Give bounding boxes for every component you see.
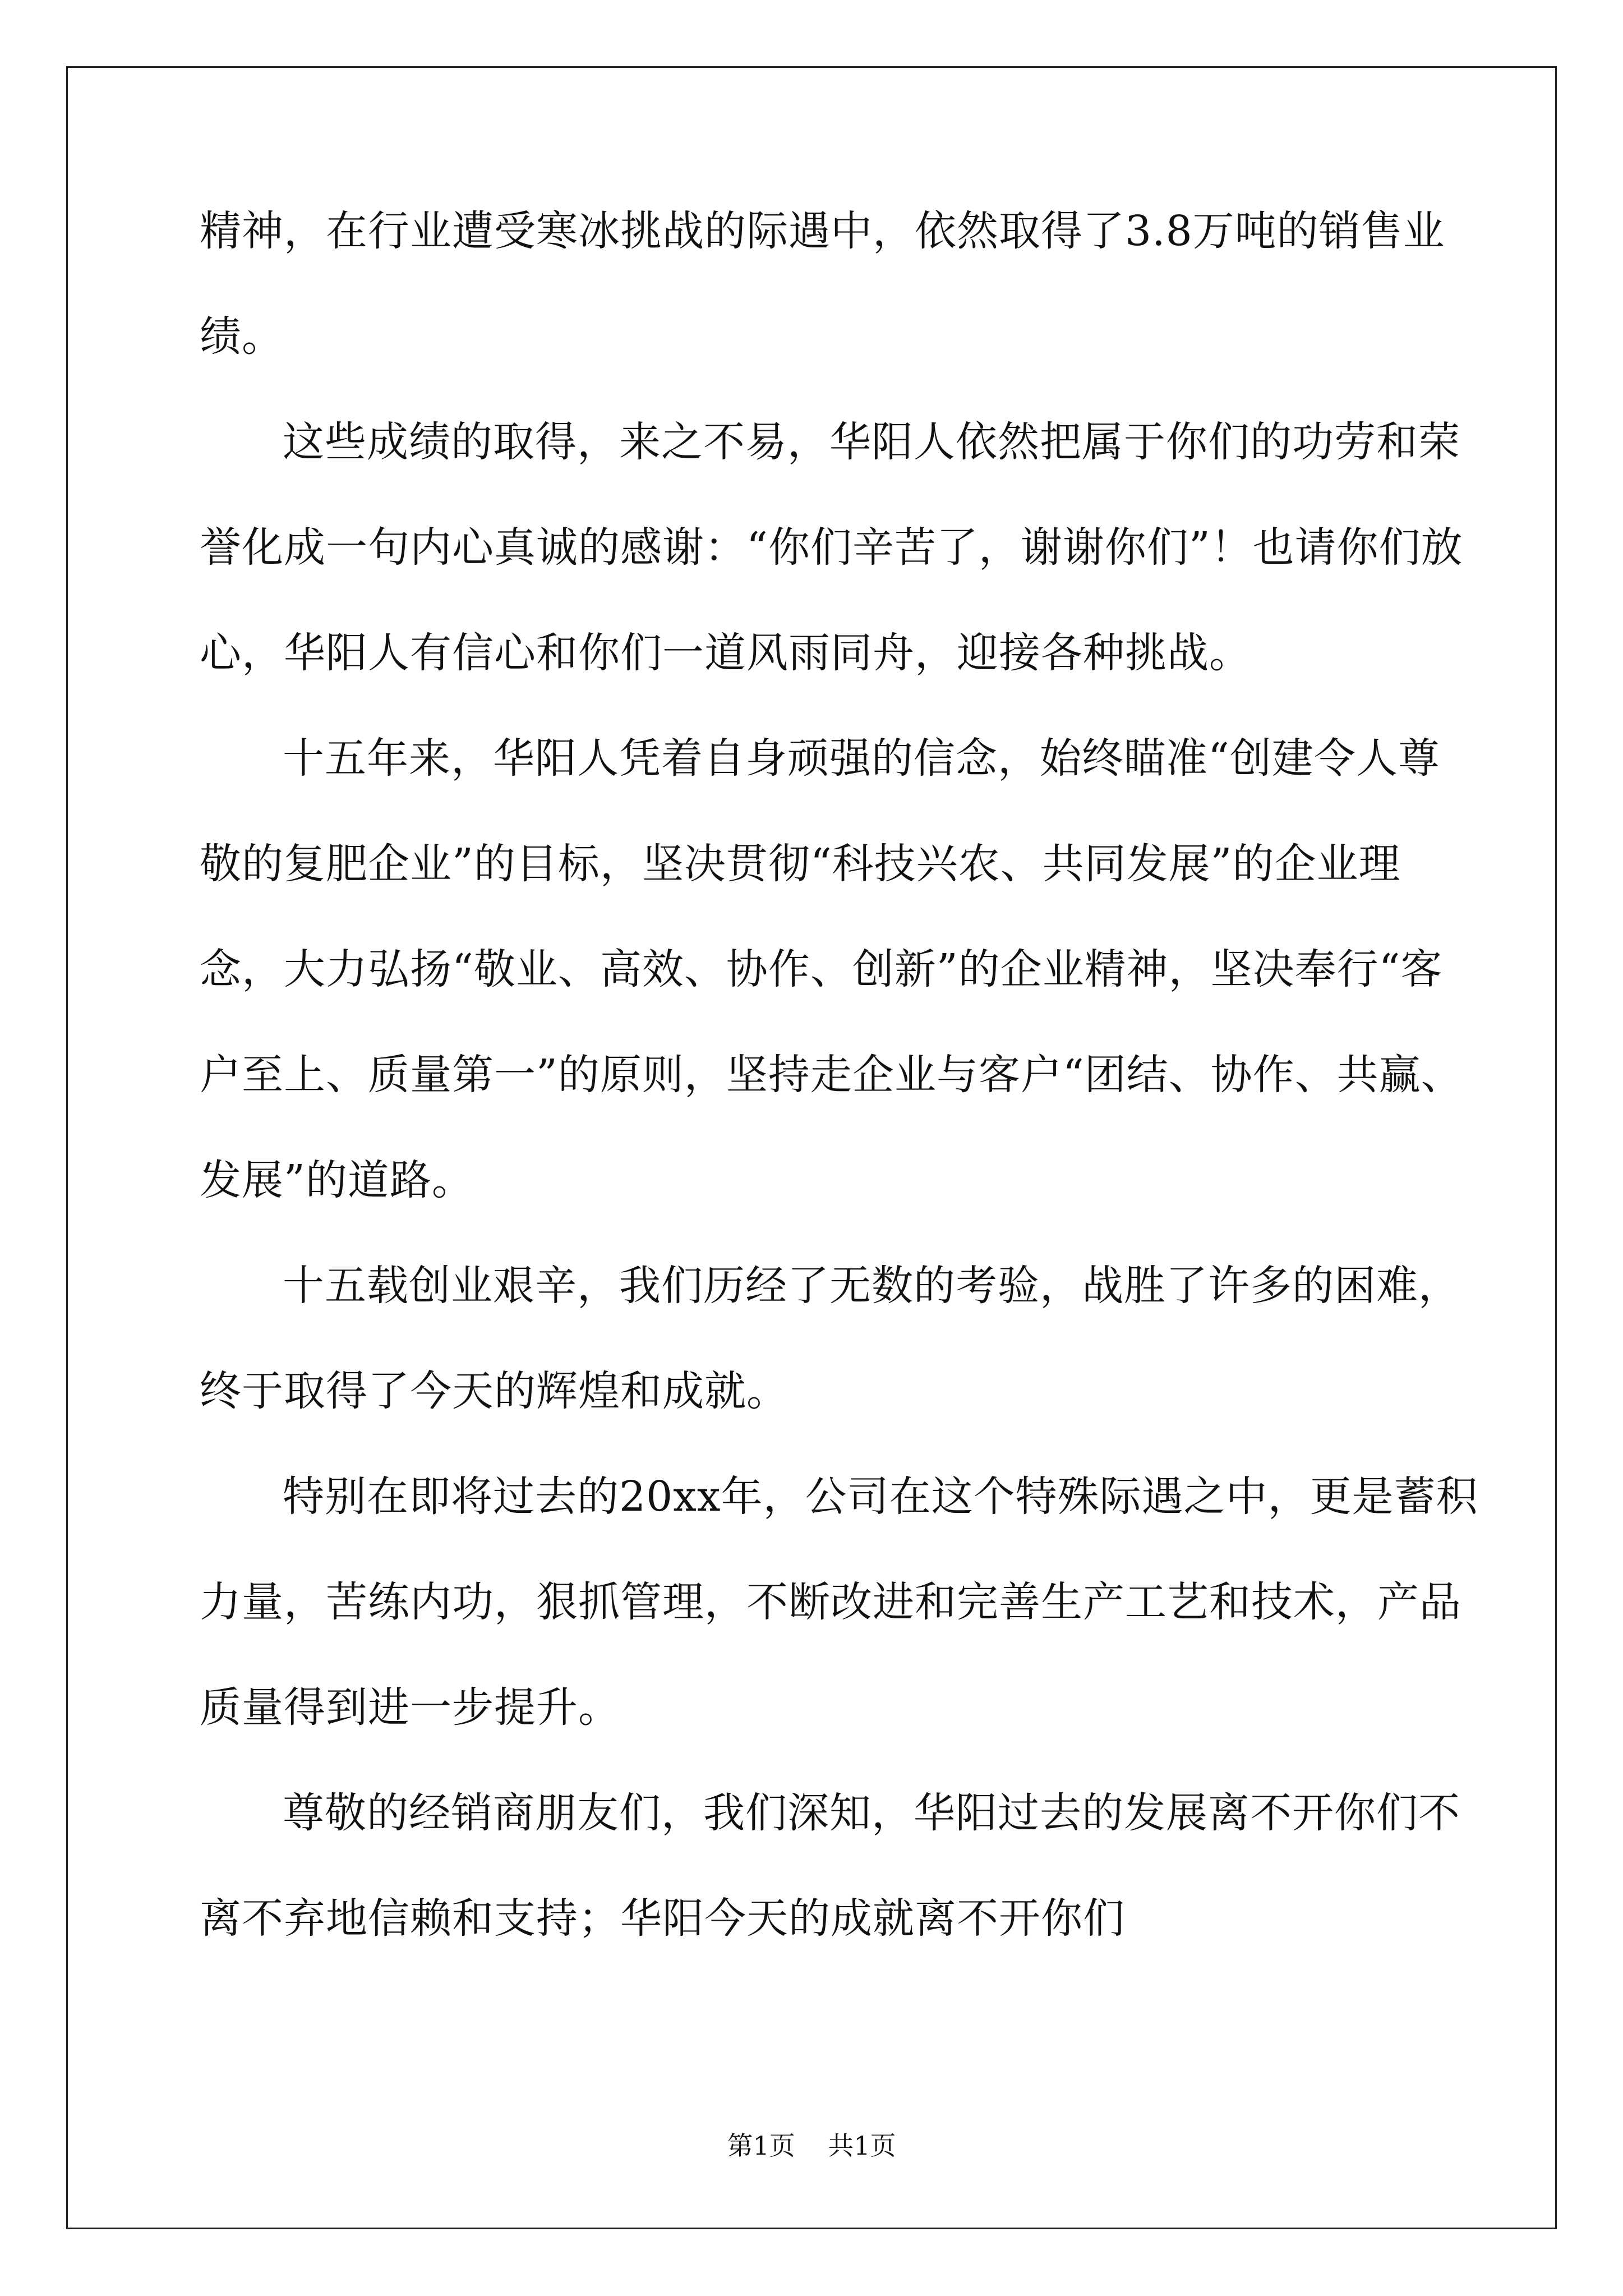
- text-line-15: 质量得到进一步提升。: [200, 1683, 620, 1732]
- text-line-8: 念，大力弘扬“敬业、高效、协作、创新”的企业精神，坚决奉行“客: [200, 945, 1443, 993]
- text-line-5: 心，华阳人有信心和你们一道风雨同舟，迎接各种挑战。: [200, 629, 1251, 677]
- page-footer: [0, 2129, 1623, 2162]
- text-line-6: 十五年来，华阳人凭着自身顽强的信念，始终瞄准“创建令人尊: [283, 734, 1440, 783]
- text-line-17: 离不弃地信赖和支持；华阳今天的成就离不开你们: [200, 1894, 1125, 1943]
- text-line-11: 十五载创业艰辛，我们历经了无数的考验，战胜了许多的困难，: [283, 1262, 1460, 1310]
- text-line-1: 精神，在行业遭受寒冰挑战的际遇中，依然取得了3.8万吨的销售业: [200, 207, 1445, 255]
- text-line-16: 尊敬的经销商朋友们，我们深知，华阳过去的发展离不开你们不: [283, 1789, 1460, 1837]
- text-line-3: 这些成绩的取得，来之不易，华阳人依然把属于你们的功劳和荣: [283, 418, 1460, 466]
- text-line-13: 特别在即将过去的20xx年，公司在这个特殊际遇之中，更是蓄积: [283, 1473, 1478, 1521]
- text-line-12: 终于取得了今天的辉煌和成就。: [200, 1367, 789, 1415]
- text-line-2: 绩。: [200, 312, 284, 361]
- page-number: 第1页: [727, 2131, 795, 2161]
- page-total: 共1页: [828, 2131, 896, 2161]
- text-line-14: 力量，苦练内功，狠抓管理，不断改进和完善生产工艺和技术，产品: [200, 1578, 1461, 1626]
- text-line-10: 发展”的道路。: [200, 1156, 474, 1204]
- text-line-7: 敬的复肥企业”的目标，坚决贯彻“科技兴农、共同发展”的企业理: [200, 840, 1401, 888]
- text-line-4: 誉化成一句内心真诚的感谢：“你们辛苦了，谢谢你们”！也请你们放: [200, 523, 1463, 572]
- text-line-9: 户至上、质量第一”的原则，坚持走企业与客户“团结、协作、共赢、: [200, 1051, 1463, 1099]
